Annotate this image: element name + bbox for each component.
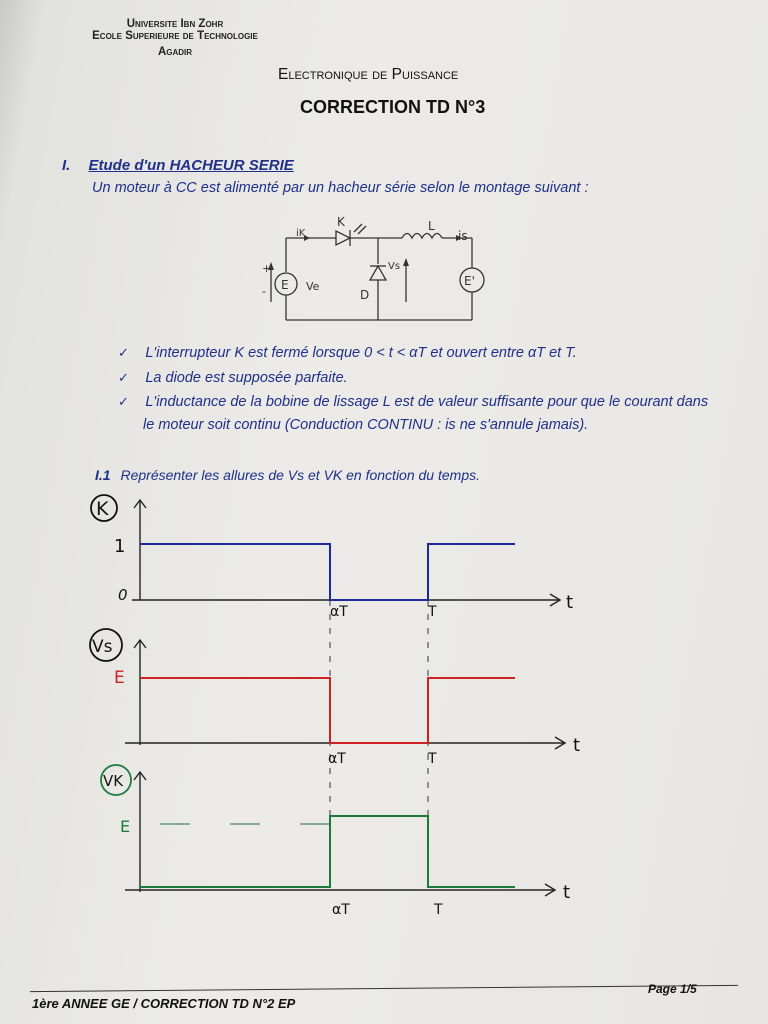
school-name: Ecole Superieure de Technologie: [92, 30, 258, 42]
vs-alpha-t-label: αT: [328, 751, 346, 767]
section-heading: [62, 157, 294, 174]
footer-page-number: Page 1/5: [648, 982, 697, 996]
bullet-text: La diode est supposée parfaite.: [145, 370, 348, 386]
question-text: Représenter les allures de Vs et VK en fonction du temps.: [120, 467, 480, 483]
vs-axis-label: Vs: [92, 637, 113, 657]
section-number: I.: [62, 157, 71, 174]
city-name: Agadir: [157, 46, 193, 58]
eprime-label: E': [464, 274, 475, 288]
footer-rule: [30, 985, 738, 992]
bullet-text: L'interrupteur K est fermé lorsque 0 < t < αT et ouvert entre αT et T.: [145, 345, 577, 361]
vk-axis-label: VK: [103, 772, 124, 790]
k-one-label: 1: [114, 536, 126, 557]
is-label: is: [458, 229, 468, 243]
university-block: [60, 18, 290, 58]
vs-time-label: t: [573, 735, 581, 756]
k-axis-label: K: [96, 498, 109, 520]
question-line: [95, 467, 480, 483]
vk-alpha-t-label: αT: [332, 902, 350, 918]
bullet-continuation: le moteur soit continu (Conduction CONTINU : is ne s'annule jamais).: [143, 417, 589, 433]
check-icon: ✓: [118, 370, 129, 385]
k-alpha-t-label: αT: [330, 604, 348, 620]
section-title: Etude d'un HACHEUR SERIE: [88, 157, 294, 174]
course-title: Electronique de Puissance: [278, 66, 459, 83]
ik-label: iK: [296, 228, 306, 239]
d-label: D: [360, 288, 370, 302]
section-intro: Un moteur à CC est alimenté par un hacheur série selon le montage suivant :: [92, 180, 589, 196]
check-icon: ✓: [118, 394, 129, 409]
k-label: K: [337, 215, 345, 229]
l-label: L: [428, 219, 435, 233]
bullet-text: L'inductance de la bobine de lissage L est de valeur suffisante pour que le courant dans: [145, 394, 709, 410]
k-time-label: t: [566, 592, 574, 613]
footer-left: 1ère ANNEE GE / CORRECTION TD N°2 EP: [32, 996, 296, 1011]
k-signal-line: [140, 544, 515, 600]
list-item: [118, 393, 708, 411]
vk-e-label: E: [120, 817, 131, 836]
vs-signal-line: [140, 678, 515, 743]
list-item: [118, 369, 348, 387]
list-item: [118, 344, 577, 362]
page-title: CORRECTION TD N°3: [300, 97, 486, 117]
question-number: I.1: [95, 467, 111, 483]
ve-label: Ve: [306, 280, 320, 293]
vk-signal-line: [140, 816, 515, 887]
waveform-plots: [0, 490, 768, 930]
minus-label: -: [262, 285, 266, 298]
chopper-circuit-diagram: [250, 212, 500, 324]
check-icon: ✓: [118, 345, 129, 360]
vs-label: Vs: [388, 261, 401, 272]
k-zero-label: 0: [118, 586, 128, 604]
e-label: E: [281, 278, 289, 292]
vs-t-label: T: [428, 751, 437, 767]
vk-time-label: t: [563, 882, 571, 903]
vk-t-label: T: [434, 902, 443, 918]
vs-e-label: E: [114, 668, 125, 688]
k-t-label: T: [428, 604, 437, 620]
plus-label: +: [262, 262, 272, 275]
university-name: Universite Ibn Zohr: [126, 18, 224, 30]
